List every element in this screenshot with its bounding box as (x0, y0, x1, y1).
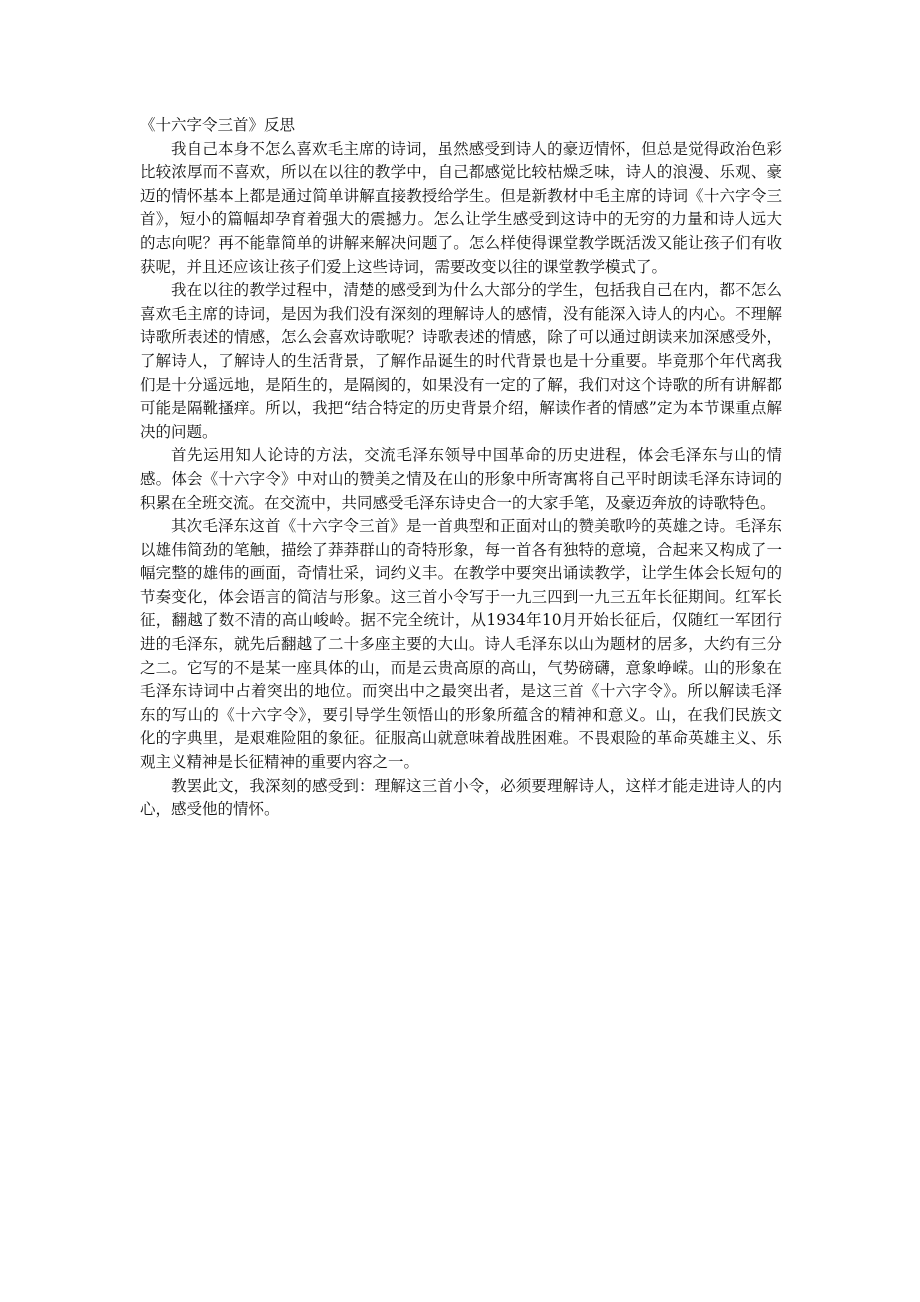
document-title: 《十六字令三首》反思 (140, 116, 296, 134)
paragraph-3: 首先运用知人论诗的方法，交流毛泽东领导中国革命的历史进程，体会毛泽东与山的情感。体会《十六字令》中对山的赞美之情及在山的形象中所寄寓将自己平时朗读毛泽东诗词的积累在全班交流。在交流中，共同感受毛泽东诗史合一的大家手笔，及豪迈奔放的诗歌特色。 (140, 446, 782, 512)
document-body (140, 114, 782, 822)
paragraph-2: 我在以往的教学过程中，清楚的感受到为什么大部分的学生，包括我自己在内，都不怎么喜欢毛主席的诗词，是因为我们没有深刻的理解诗人的感情，没有能深入诗人的内心。不理解诗歌所表述的情感，怎么会喜欢诗歌呢？诗歌表述的情感，除了可以通过朗读来加深感受外，了解诗人，了解诗人的生活背景，了解作品诞生的时代背景也是十分重要。毕竟那个年代离我们是十分遥远地，是陌生的，是隔阂的，如果没有一定的了解，我们对这个诗歌的所有讲解都可能是隔靴搔痒。所以，我把“结合特定的历史背景介绍，解读作者的情感”定为本节课重点解决的问题。 (140, 281, 782, 441)
paragraph-5: 教罢此文，我深刻的感受到：理解这三首小令，必须要理解诗人，这样才能走进诗人的内心，感受他的情怀。 (140, 776, 782, 819)
paragraph-1: 我自己本身不怎么喜欢毛主席的诗词，虽然感受到诗人的豪迈情怀，但总是觉得政治色彩比较浓厚而不喜欢，所以在以往的教学中，自己都感觉比较枯燥乏味，诗人的浪漫、乐观、豪迈的情怀基本上都是通过简单讲解直接教授给学生。但是新教材中毛主席的诗词《十六字令三首》，短小的篇幅却孕育着强大的震撼力。怎么让学生感受到这诗中的无穷的力量和诗人远大的志向呢？再不能靠简单的讲解来解决问题了。怎么样使得课堂教学既活泼又能让孩子们有收获呢，并且还应该让孩子们爱上这些诗词，需要改变以往的课堂教学模式了。 (140, 139, 782, 276)
paragraph-4: 其次毛泽东这首《十六字令三首》是一首典型和正面对山的赞美歌吟的英雄之诗。毛泽东以雄伟简劲的笔触，描绘了莽莽群山的奇特形象，每一首各有独特的意境，合起来又构成了一幅完整的雄伟的画面，奇情壮采，词约义丰。在教学中要突出诵读教学，让学生体会长短句的节奏变化，体会语言的简洁与形象。这三首小令写于一九三四到一九三五年长征期间。红军长征，翻越了数不清的高山峻岭。据不完全统计，从1934年10月开始长征后，仅随红一军团行进的毛泽东，就先后翻越了二十多座主要的大山。诗人毛泽东以山为题材的居多，大约有三分之二。它写的不是某一座具体的山，而是云贵高原的高山，气势磅礴，意象峥嵘。山的形象在毛泽东诗词中占着突出的地位。而突出中之最突出者，是这三首《十六字令》。所以解读毛泽东的写山的《十六字令》，要引导学生领悟山的形象所蕴含的精神和意义。山，在我们民族文化的字典里，是艰难险阻的象征。征服高山就意味着战胜困难。不畏艰险的革命英雄主义、乐观主义精神是长征精神的重要内容之一。 (140, 517, 782, 772)
